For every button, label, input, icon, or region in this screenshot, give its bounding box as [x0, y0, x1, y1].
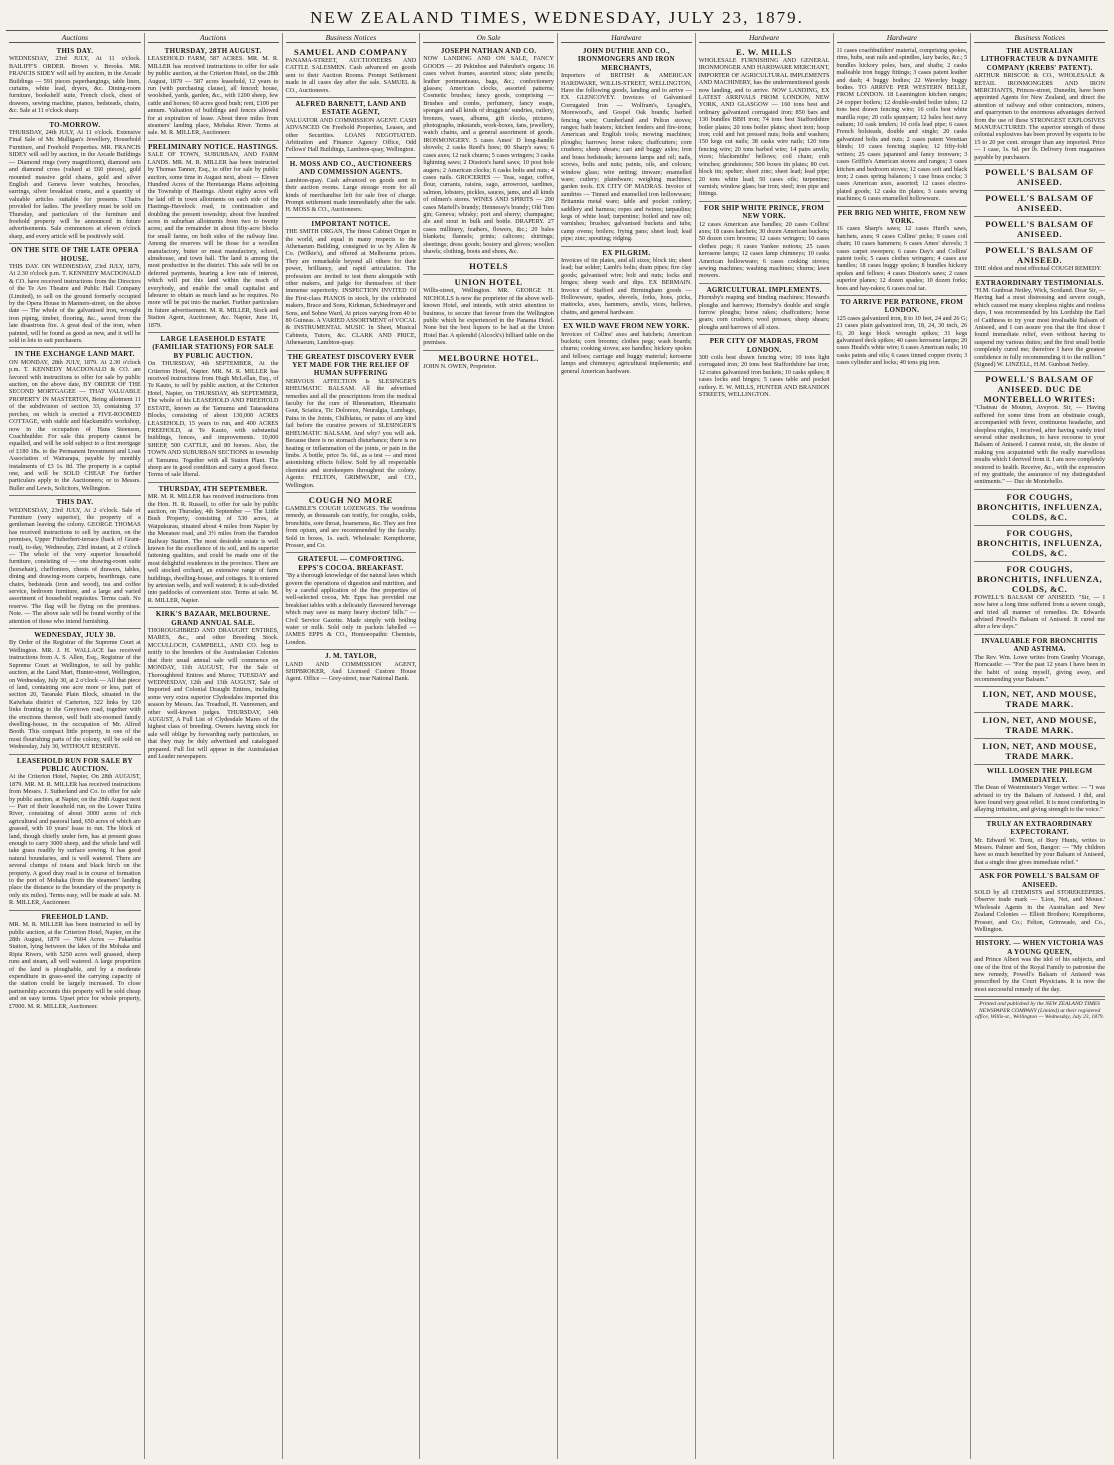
column-6: [695, 33, 833, 1459]
advertisement-title: THURSDAY, 4TH SEPTEMBER.: [158, 484, 268, 493]
advertisement: [423, 259, 554, 275]
advertisement: [974, 45, 1105, 165]
advertisement: [974, 277, 1105, 373]
advertisement: [974, 937, 1105, 997]
advertisement-body: LAND AND COMMISSION AGENT, SHIPBROKER, And Licensed Custom House Agent. Office — Grey-street, near National Bank.: [285, 660, 417, 683]
advertisement-body: THE oldest and most effectual COUGH REMEDY.: [974, 265, 1102, 273]
advertisement: [148, 45, 279, 141]
column-heading: Hardware: [699, 33, 830, 43]
advertisement: [974, 713, 1105, 739]
advertisement-body: SALE OF TOWN, SUBURBAN, AND FARM LANDS. MR. M. R. MILLER has been instructed by Thomas Tanner, Esq., to offer for sale by public auction, some time in August next, about — Eleven Hundred Acres of the Heretaunga Plains adjoining the Township of Hastings. About eighty acres will be laid off in town allotments on each side of the Hastings-Havelock road, in continuation and doubling the present township; about five hundred acres in suburban allotments from two to twenty acres; and the remainder in about fifty-acre blocks for small farms, on both sides of the railway line. Among the reserves will be those for a woollen manufactory, butter or meat manufactory, school, almshouse, and town hall. The land is among the most productive in the district. This sale will be on deferred payments, bearing a low rate of interest, which will put this land within the reach of everybody, and enable the small capitalist and labourer to obtain as much land as he requires. No more will be put into the market. Further particulars in future advertisement. M. R. MILLER, Stock and Station Agent, Auctioneer, &c. Napier, June 16, 1879.: [147, 151, 279, 329]
advertisement-title: JOSEPH NATHAN AND CO.: [440, 47, 537, 55]
advertisement: [561, 247, 692, 321]
advertisement: [974, 490, 1105, 526]
advertisement-title: PRELIMINARY NOTICE. HASTINGS.: [148, 142, 279, 151]
advertisement: [9, 45, 141, 119]
column-heading: Hardware: [837, 33, 968, 43]
advertisement: [561, 320, 692, 378]
advertisement-title: POWELL'S BALSAM OF ANISEED.: [985, 245, 1094, 266]
advertisement: [286, 218, 417, 351]
advertisement-title: TO-MORROW.: [49, 120, 101, 129]
advertisement-body: Invoices of Collins' axes and hatchets; American buckets; corn brooms; clothes pegs; wash boards; churns; cooking stoves; axe handles; hickory spokes and felloes; carriage and buggy material; kerosene lamps and chimneys; agricultural implements; and general American hardware.: [561, 330, 692, 375]
advertisement-body: By Order of the Registrar of the Supreme Court at Wellington. MR. J. H. WALLACE has received instructions from A. S. Allen, Esq., Registrar of the Supreme Court at Wellington, to sell by public auction, at the Land Mart, Hunter-street, Wellington, on Wednesday, July 30, at 2 o'clock — All that piece of land, containing one acre more or less, part of section 20, Taranaki Plain Block, situated in the Kaiwhata district of Carterton, 322 links by 120 links fronting to the Greytown road, together with the erections thereon, well built six-roomed family dwelling-house, in the occupation of Mr. Alfred Booth. This compact little property, in one of the most flourishing parts of the colony, will be sold on Wednesday, July 30, WITHOUT RESERVE.: [9, 639, 141, 751]
advertisement: [561, 45, 692, 247]
advertisement-title: THIS DAY.: [56, 498, 94, 507]
advertisement: [699, 45, 830, 202]
advertisement-title: THE GREATEST DISCOVERY EVER YET MADE FOR THE RELIEF OF HUMAN SUFFERING: [287, 352, 415, 378]
advertisement-body: Invoices of tin plates, and all sizes; block tin; sheet lead; bar solder; Lamb's bolts; drain pipes; fire clay goods; galvanised wire; bolt and nuts; locks and hinges; sheep wash and dips. EX BERMAIN. Invoice of Stafford and Birmingham goods — Hollowware, spades, shovels, forks, hoes, picks, mattocks, axes, hammers, anvils, vices, bellows, chains, and general hardware.: [561, 256, 692, 316]
advertisement-title: POWELL'S BALSAM OF ANISEED.: [985, 219, 1094, 240]
advertisement: [286, 650, 417, 686]
advertisement: [699, 335, 830, 401]
advertisement: [974, 243, 1105, 276]
advertisement-body: Mr. Edward W. Trent, of Bury Hunts, writes to Messrs. Palmer and Son, Bangor: — "My children have so much benefited by your Balsam of Aniseed, that a single dose gives immediate relief.": [974, 836, 1105, 866]
advertisement: [9, 348, 141, 496]
column-heading: Auctions: [148, 33, 279, 43]
advertisement-body: NERVOUS AFFECTION is SLESINGER'S RHEUMATIC BALSAM. All the advertised remedies and all the prescriptions from the medical faculty for the cure of Rheumatism, Rheumatic Gout, Sciatica, Tic Doloreux, Neuralgia, Lumbago, Pains in the Joints, Chilblains, or pains of any kind fail before the curative powers of SLESINGER'S RHEUMATIC BALSAM. And why? you will ask. Because there is no stomach disturbance; there is no heating or inflammation of the joints, or pain in the limbs. A bottle, price 5s. 6d., as a test — and most astonishing effects follow. Sold by all respectable chemists and storekeepers throughout the colony. Agents: FELTON, GRIMWADE, and CO., Wellington.: [285, 377, 417, 489]
advertisement-title: POWELL'S BALSAM OF ANISEED.: [985, 167, 1094, 188]
advertisement-title: HISTORY. — WHEN VICTORIA WAS A YOUNG QUEEN,: [975, 939, 1104, 956]
advertisement-body: and Prince Albert was the idol of his subjects, and one of the first of the Royal Family to patronise the new remedy, Powell's Balsam of Aniseed was prescribed by the Court Physicians. It is now the most successful remedy of the day.: [974, 956, 1105, 993]
advertisement-body: 11 cases coachbuilders' material, comprising spokes, rims, hubs, seat rails and spindles, lazy backs, &c.; 5 bundles hickory poles, bars, and shafts; 2 casks malleable iron buggy fittings; 3 cases patent leather and dash; 4 buggy bodies; 22 Waverley buggy bodies. TO ARRIVE PER WESTERN BELLE, FROM LONDON. 18 Leamington kitchen ranges; 24 copper boilers; 12 double-ended boiler tubes; 12 tons best drawn fencing wire; 16 coils best white manilla rope; 20 coils spunyarn; 12 bales best navy oakum; 10 cask tenders; 10 coils lead pipe; 6 cases French bolsteads, double and single; 20 casks galvanized bolts and nuts; 2 cases patent Venetian blinds; 10 cases fencing staples; 12 fifty-fold writers; 25 cases japanned and fancy ironware; 3 cases Griffin's American stoves and ranges; 3 cases kitchen and bedroom stoves; 12 cases soft and black iron; 2 cases spring balances; 1 case brass cocks; 3 cases American axes, assorted; 12 cases electro-plated goods; 12 casks tin plates; 3 cases sewing machines; 6 cases enamelled hollowware.: [836, 47, 968, 203]
column-5: [557, 33, 695, 1459]
advertisement-body: ON MONDAY, 28th JULY, 1879. At 2.30 o'clock p.m. T. KENNEDY MACDONALD & CO. are favored with instructions to offer for sale by public auction, on the above date, BY ORDER OF THE SECOND MORTGAGEE — THAT VALUABLE PROPERTY IN MASTERTON, Being allotment 11 of the subdivision of section 33, containing 37 perches, on which is erected a FIVE-ROOMED COTTAGE, with stable and blacksmith's workshop, now in the occupation of Hans Steenson, Coachbuilder. For sale this property cannot be equalled, and will be sold subject to a first mortgage of £180 18s. to the Permanent Investment and Loan Association of Wairarapa, payable by monthly instalments of £3 1s. 8d. The property is a capital one, and will be SOLD CHEAP. For further particulars apply to the Auctioneers; or to Messrs. Buller and Lewis, Solicitors, Wellington.: [9, 358, 141, 492]
advertisement-title: FREEHOLD LAND.: [41, 912, 109, 921]
advertisement: [9, 496, 141, 629]
advertisement: [837, 207, 968, 296]
advertisement-body: "H.M. Gunboat Netley, Wick, Scotland. Dear Sir, — Having had a most distressing and severe cough, which caused me many sleepless nights and restless days, I was recommended by his Lordship the Earl of Caithness to try your most invaluable Balsam of Aniseed, and I can assure you that the first dose I found immediate relief, even without having to suspend my various duties; and the first small bottle completely cured me; therefore I have the greatest confidence in fully recommending it to the million." (Signed) W. LINZELL, H.M. Gunboat Netley.: [974, 286, 1105, 368]
advertisement: [286, 45, 417, 98]
advertisement: [974, 687, 1105, 713]
advertisement-title: E. W. MILLS: [735, 47, 793, 57]
advertisement-title: FOR COUGHS, BRONCHITIS, INFLUENZA, COLDS, &C.: [977, 491, 1103, 522]
advertisement-body: 125 cases galvanized iron, 8 to 10 feet, 24 and 26 G; 21 cases plain galvanized iron, 18, 24, 30 inch, 26 G; 20 kegs block wrought spikes; 31 kegs galvanised deck spikes; 40 cases kerosene lamps; 20 cases Heald's white wire; 6 cases American nails; 10 casks paints and oils; 6 cases tinned copper rivets; 3 cases cylinder and locks; 40 tons pig iron.: [836, 314, 968, 367]
advertisement-title: PER CITY OF MADRAS, FROM LONDON.: [709, 337, 819, 354]
advertisement-title: TO ARRIVE PER PATRONE, FROM LONDON.: [840, 298, 964, 315]
advertisement-title: POWELL'S BALSAM OF ANISEED.: [985, 193, 1094, 214]
advertisement: [974, 870, 1105, 937]
advertisement-title: FOR COUGHS, BRONCHITIS, INFLUENZA, COLDS, &C.: [977, 527, 1103, 558]
advertisement-title: POWELL'S BALSAM OF ANISEED. DUC DE MONTEBELLO WRITES:: [983, 374, 1096, 405]
advertisement: [9, 629, 141, 755]
advertisement-body: 300 coils best drawn fencing wire; 10 tons light corrugated iron; 20 tons best Staffordshire bar iron; 12 crates galvanized iron buckets; 10 casks spikes; 8 cases locks and hinges; 5 cases table and pocket cutlery. E. W. MILLS, HUNTER AND BRANDON STREETS, WELLINGTON.: [698, 354, 830, 399]
advertisement-title: LION, NET, AND MOUSE, TRADE MARK.: [982, 741, 1097, 762]
advertisement: [423, 351, 554, 373]
advertisement-body: THIS DAY. ON WEDNESDAY, 23rd JULY, 1879, At 2.30 o'clock p.m. T. KENNEDY MACDONALD & CO. have received instructions from the Directors of the Te Aro Theatre and Public Hall Company (Limited), to sell on the ground formerly occupied by the Opera House in Manners-street, on the above date — The whole of the galvanised iron, wrought iron piping, timber, flooring, &c., saved from the late disastrous fire. A great deal of the iron, when painted, will be found as good as new, and it will be sold in lots to suit purchasers.: [9, 262, 141, 345]
advertisement-body: Importers of BRITISH & AMERICAN HARDWARE, WILLIS-STREET, WELLINGTON, Have the following goods, landing and to arrive — EX GLENCOVEY. Invoices of Galvanised Corrugated Iron — Wolfram's, Lysaght's, Morewood's, and Gospel Oak brands; barbed fencing wire; Cumberland and Pelton stoves; ranges; bath heaters; kitchen fenders and fire-irons; American and English tools; mowing machines; ploughs; harrows; horse rakes; chaffcutters; corn crushers; sheep shears; cart and buggy axles; iron and brass bedsteads; kerosene lamps and oil; nails, screws, bolts and nuts; paints, oils, and colours; window glass; wire netting; tinware; enamelled ware; cutlery; platedware; weighing machines; garden tools. EX CITY OF MADRAS. Invoice of sundries — Tinned and enamelled iron hollowware; Britannia metal ware; table and pocket cutlery; saddlery and harness; ropes and twines; tarpaulins; kegs of white lead; turpentine; boiled and raw oil; varnishes; brushes; galvanised buckets and tubs; camp ovens; boilers; frying pans; sheet lead; lead pipe; zinc; spouting; ridging.: [561, 72, 692, 243]
advertisement-body: THOROUGHBRED AND DRAUGHT ENTIRES, MARES, &c., and other Breeding Stock. MCCULLOCH, CAMPBELL, AND CO. beg to notify to the breeders of the Australasian Colonies that their usual annual sale will commence on MONDAY, 11th AUGUST, For the Sale of Thoroughbred Entires and Mares; TUESDAY and WEDNESDAY, 12th and 13th AUGUST, Sale of Imported and Colonial Draught Entires, including some very extra superior Clydesdales imported this season by Messrs. Jas. Treadrail, H. Vanreenen, and other well-known judges. THURSDAY, 14th AUGUST, A Full List of Clydesdale Mares of the highest class of breeding. Owners having stock for sale will oblige by forwarding early particulars, so that they may be duly advertised and catalogued prepared. Full list will appear in the Australasian and Leader newspapers.: [147, 627, 279, 760]
advertisement: [286, 553, 417, 650]
masthead-rule: [6, 30, 1108, 31]
advertisement-body: WHOLESALE FURNISHING AND GENERAL IRONMONGER AND HARDWARE MERCHANT, IMPORTER OF AGRICULTURAL IMPLEMENTS AND MACHINERY, has the undermentioned goods now landing, and to arrive. NOW LANDING, EX LATEST ARRIVALS FROM LONDON, NEW YORK, AND GLASGOW — 160 tons best and ordinary galvanized corrugated iron; 850 bars and 130 bundles BBH iron; 74 tons best Staffordshire boiler plates; 20 tons boiler plates; sheet iron; hoop iron; cold and hot pressed nuts; bolts and washers; 150 kegs cut nails; 38 casks wire nails; 120 tons fencing wire; 20 tons barbed wire; 14 pairs anvils; vices; blacksmiths' bellows; coil chain; crab winches; grindstones; 500 boxes tin plates; 80 cwt. block tin; spelter; sheet zinc; sheet lead; lead pipe; 20 tons white lead; 50 cases oils; turpentine; varnish; window glass; bar iron; steel; iron pipe and fittings.: [698, 57, 830, 198]
advertisement: [9, 119, 141, 245]
advertisement-title: IMPORTANT NOTICE.: [311, 219, 391, 228]
advertisement: [286, 493, 417, 553]
advertisement-title: TRULY AN EXTRAORDINARY EXPECTORANT.: [986, 819, 1093, 837]
advertisement: [9, 755, 141, 911]
advertisement: [974, 372, 1105, 489]
advertisement-title: ALFRED BARNETT, LAND AND ESTATE AGENT,: [295, 100, 407, 117]
advertisement: [286, 351, 417, 493]
advertisement-body: MR. M. R. MILLER has been instructed to sell by public auction, at the Criterion Hotel, Napier, on the 28th August, 1879 — 7604 Acres — Pakaehia Station, lying between the lakes of the Mohaka and Ripia Rivers, with 5250 acres well grassed, sheep runs and steam, all well watered. A large proportion of the land is ploughable, and by a moderate expenditure in grass-seed the carrying capacity of the station could be largely increased. To close partnership accounts this property will be sold cheap and on easy terms. Upset price for whole property, £7000. M. R. MILLER, Auctioneer.: [9, 921, 141, 1010]
advertisement-title: KIRK'S BAZAAR, MELBOURNE. GRAND ANNUAL SALE.: [155, 610, 271, 627]
advertisement-body: The Rev. Wm. Lowe writes from Granby Vicarage, Horncastle: — "For the past 12 years I have been in the habit of using myself, giving away, and recommending your Balsam.": [974, 653, 1105, 683]
advertisement-title: EX PILGRIM.: [602, 248, 651, 257]
advertisement-body: GAMBLE'S COUGH LOZENGES. The wondrous remedy, as thousands can testify, for coughs, colds, bronchitis, sore throat, hoarseness, &c. They are free from opium, and are recommended by the faculty. Sold in boxes, 1s. each. Wholesale: Kempthorne, Prosser, and Co.: [285, 504, 417, 549]
advertisement-body: THE SMITH ORGAN, The finest Cabinet Organ in the world, and equal in many respects to the Athenaeum Building, consigned to us by Allen & Co. (Wilkie's), and offered at Melbourne prices. They are remarkable beyond all others for their power, brilliancy, and rapid articulation. The profession are invited to test them alongside with other makers, and judge for themselves of their immense superiority. INSPECTION INVITED Of the First-class PIANOS in stock, by the celebrated makers, Brace and Sons, Kirkman, Schiedmayer and Sons, and Sohne Ward, At prices varying from 40 to 80 Guineas. A VARIED ASSORTMENT of VOCAL & INSTRUMENTAL MUSIC In Sheet, Musical Cabinets, Tutors, &c. CLARK AND PRICE, Athenaeum, Lambton-quay.: [285, 228, 417, 347]
advertisement-title: THURSDAY, 28TH AUGUST.: [164, 47, 262, 55]
column-2: [144, 33, 282, 1459]
advertisement-body: ARTHUR BRISCOE & CO., WHOLESALE & RETAIL IRONMONGERS AND IRON MERCHANTS, Princes-street, Dunedin, have been appointed Agents for New Zealand, and direct the attention of railway and other contractors, miners, and quarrymen to the enormous advantages derived from the use of these STRONGEST EXPLOSIVES MANUFACTURED. The superior strength of these colonial explosives has been proved by experts to be 15 to 20 per cent. stronger than any imported. Price — 1 case, 1s. 6d. per lb. Delivery from magazines payable by purchasers.: [974, 72, 1105, 161]
advertisement-body: Hornsby's reaping and binding machines; Howard's ploughs and harrows; Hornsby's double and single furrow ploughs; horse rakes; chaffcutters; horse gears; corn crushers; wool presses; sheep shears; ploughs and harrows of all sizes.: [698, 294, 830, 331]
advertisement: [286, 98, 417, 158]
masthead: [0, 8, 1114, 28]
advertisement: [286, 158, 417, 218]
advertisement: [974, 765, 1105, 817]
columns: [6, 33, 1108, 1459]
advertisement-title: EX WILD WAVE FROM NEW YORK.: [563, 322, 690, 331]
column-3: [282, 33, 420, 1459]
advertisement-body: LEASEHOLD FARM, 587 ACRES. MR. M. R. MILLER has received instructions to offer for sale by public auction, at the Criterion Hotel, on the 28th August, 1879 — 587 acres leasehold, 12 years to run (with purchasing clause), all fenced; house, woolshed, yards, garden, &c., with 1200 sheep, few cattle and horses; 60 acres good bush; rent, £100 per annum. Valuation of buildings and fences allowed for at expiration of lease. About three miles from steamers' landing place, Mohaka River. Terms at sale. M. R. MILLER, Auctioneer.: [147, 55, 279, 137]
advertisement-body: THURSDAY, 24th JULY, At 11 o'clock. Extensive Final Sale of Mr. Mulligan's Jewellery, Household Furniture, and Freehold Properties. MR. FRANCIS SIDEY will sell by auction, in the Arcade Buildings — Diamond rings (very magnificent), diamond sets and diamond cross (valued at £60 pieces), gold mounted massive gold chains, gold and silver English and Geneva lever watches, brooches, earrings, silver breakfast cruets, and a quantity of valuable articles suitable for presents. Chairs provided for ladies. The jewellery must be sold on Thursday, and particulars of the furniture and freehold property will be announced in future advertisements. Sale commences at eleven o'clock sharp, and every article will be positively sold.: [9, 129, 141, 240]
advertisement: [148, 483, 279, 609]
advertisement-title: WILL LOOSEN THE PHLEGM IMMEDIATELY.: [986, 767, 1093, 784]
advertisement-body: 16 cases Sharp's saws; 12 cases Hurd's saws, hatchets, axes; 9 cases Collins' picks; 9 cases coil chain; 10 cases hammers; 6 cases Ames' shovels; 3 cases carpet sweepers; 6 cases Day's and Collins' patent tools; 5 cases clothes wringers; 4 cases axe handles; 18 cases buggy spokes; 8 bundles hickory spokes and felloes; 4 cases Disston's saws; 2 cases superior planes; 12 dozen spades; 10 dozen forks; hoes and hay-rakes; 6 cases coal tar.: [836, 225, 968, 292]
advertisement: [699, 202, 830, 284]
advertisement-body: JOHN N. OWEN, Proprietor.: [423, 362, 497, 370]
advertisement-title: MELBOURNE HOTEL.: [438, 352, 540, 363]
advertisement-body: WEDNESDAY, 23rd JULY, At 2 o'clock. Sale of Furniture (very superior), the property of a gentleman leaving the colony. GEORGE THOMAS has received instructions to sell by auction, on the premises, Upper Fitzherbert-terrace (back of Grant-road), to-day, Wednesday, 23rd instant, at 2 o'clock — The whole of the very superior household furniture, consisting of — one drawing-room suite (horsehair), cheffoniers, chests of drawers, tables, dining and drawing-room carpets, hearthrugs, cane chairs, bedsteads (iron and wood), tea and coffee service, bedroom furniture, and a large and varied assortment of household requisites. Terms cash. No reserve. The flag will be flying on the premises. Note. — The above sale will be found worthy of the attention of those who intend furnishing.: [9, 506, 141, 625]
advertisement-body: "By a thorough knowledge of the natural laws which govern the operations of digestion and nutrition, and by a careful application of the fine properties of well-selected cocoa, Mr. Epps has provided our breakfast tables with a delicately flavoured beverage which may save us many heavy doctors' bills." — Civil Service Gazette. Made simply with boiling water or milk. Sold only in packets labelled — JAMES EPPS & CO., Homoeopathic Chemists, London.: [285, 572, 417, 646]
advertisement-title: J. M. TAYLOR,: [325, 652, 377, 661]
advertisement-title: LION, NET, AND MOUSE, TRADE MARK.: [982, 715, 1097, 736]
masthead-title: NEW ZEALAND TIMES, WEDNESDAY, JULY 23, 1879.: [310, 8, 804, 27]
advertisement: [423, 275, 554, 350]
imprint-footer: Printed and published by the NEW ZEALAND TIMES NEWSPAPER COMPANY (Limited) at their registered office, Willis-st., Wellington — Wednesday, July 23, 1879.: [975, 1001, 1104, 1021]
advertisement: [699, 284, 830, 335]
advertisement-title: UNION HOTEL: [454, 277, 523, 288]
advertisement-title: PER BRIG NED WHITE, FROM NEW YORK.: [837, 208, 966, 225]
advertisement-title: INVALUABLE FOR BRONCHITIS AND ASTHMA.: [981, 636, 1098, 654]
advertisement-title: SAMUEL AND COMPANY: [293, 47, 408, 57]
column-heading: Business Notices: [286, 33, 417, 43]
advertisement-title: H. MOSS AND CO., AUCTIONEERS AND COMMISSION AGENTS.: [289, 159, 412, 177]
advertisement-title: IN THE EXCHANGE LAND MART.: [14, 350, 135, 359]
advertisement-title: JOHN DUTHIE AND CO., IRONMONGERS AND IRON MERCHANTS,: [577, 47, 675, 72]
advertisement-title: THIS DAY.: [56, 47, 94, 55]
advertisement: [9, 911, 141, 1013]
advertisement-title: WEDNESDAY, JULY 30.: [34, 631, 116, 640]
column-7: [833, 33, 971, 1459]
advertisement-title: FOR COUGHS, BRONCHITIS, INFLUENZA, COLDS, &C.: [977, 563, 1103, 594]
column-heading: Business Notices: [974, 33, 1105, 43]
advertisement-title: LEASEHOLD RUN FOR SALE BY PUBLIC AUCTION.: [16, 756, 133, 773]
advertisement: [148, 608, 279, 763]
column-heading: Auctions: [9, 33, 141, 43]
advertisement-title: THE AUSTRALIAN LITHOFRACTEUR & DYNAMITE COMPANY (KREBS' PATENT).: [980, 47, 1099, 72]
advertisement-body: POWELL'S BALSAM OF ANISEED. "Sir, — I now have a long time suffered from a severe cough, and tried all manner of remedies. Dr. Edwards advised Powell's Balsam of Aniseed. It cured me after a few days.": [974, 593, 1105, 631]
advertisement: [974, 818, 1105, 870]
column-4: [419, 33, 557, 1459]
advertisement: [974, 165, 1105, 191]
column-1: [6, 33, 144, 1459]
column-heading: On Sale: [423, 33, 554, 43]
advertisement-body: MR. M. R. MILLER has received instructions from the Hon. H. R. Russell, to offer for sale by public auction, on Thursday, 4th September — The Little Bush Property, consisting of 530 acres, at Waipukurau, situated about 4 miles from Napier by the Meeanee road, and 3½ miles from the Farndon Railway Station. The most desirable estate is well known for the excellence of its soil, and its superior fattening qualities, and could be made one of the most delightful residences in the province. There are well stocked orchard, an extensive range of farm buildings, dwelling-house, and cottages. It is entered by artesian wells, and well watered; it is sub-divided into paddocks of convenient size. Terms at sale. M. R. MILLER, Napier.: [147, 493, 279, 604]
advertisement: [9, 244, 141, 348]
advertisement: [974, 739, 1105, 765]
advertisement: [837, 45, 968, 207]
advertisement-body: VALUATOR AND COMMISSION AGENT. CASH ADVANCED On Freehold Properties, Leases, and other Securities. LOANS NEGOTIATED. Arbitration and Finance Agency Office, Odd Fellows' Hall Buildings, Lambton-quay, Wellington.: [285, 116, 417, 154]
advertisement: [148, 333, 279, 483]
advertisement: [423, 45, 554, 259]
advertisement-body: PANAMA-STREET, AUCTIONEERS AND CATTLE SALESMEN. Cash advanced on goods sent to their Auction Rooms. Prompt Settlement made in all cases day after the sale. SAMUEL & CO., Auctioneers.: [285, 57, 417, 94]
advertisement-body: Lambton-quay. Cash advanced on goods sent to their auction rooms. Large storage room for all kinds of merchandise left for sale free of charge. Prompt settlement made immediately after the sale. H. MOSS & CO., Auctioneers.: [285, 176, 417, 214]
advertisement-body: The Dean of Westminster's Verger writes: — "I was advised to try the Balsam of Aniseed. I did, and have found very great relief. It is most comforting in allaying irritation, and giving strength to the voice.": [974, 784, 1105, 814]
advertisement-body: Willis-street, Wellington. MR. GEORGE H. NICHOLLS is now the proprietor of the above well-known Hotel, and intends, with strict attention to business, to secure that favour from the Wellington public which he experienced in the Panama Hotel. None but the best liquors to be had at the Union Hotel Bar. A splendid (Alcock's) billiard table on the premises.: [423, 287, 554, 347]
advertisement-title: ASK FOR POWELL'S BALSAM OF ANISEED.: [979, 872, 1100, 889]
advertisement-body: NOW LANDING AND ON SALE, FANCY GOODS — 20 Pekinhoe and Pahrubet's organs; 16 cases velvet frames, assorted sizes; slate pencils; leather portmanteaus, bags, &c.; confectionery glasses; American clocks, assorted patterns; Cosmetic brushes; fancy goods, comprising — Brushes and combs, perfumery, fancy soaps, sponges and all kinds of druggists' sundries, cutlery, bronzes, vases, albums, gift clocks, pictures, photographs, inkstands, work-boxes, fans, jewellery, watch chains, and a general assortment of goods. IRONMONGERY. 5 cases Ames' D long-handle shovels; 2 casks Reed's hoes; 80 Sharp's saws; 6 cases axes; 12 rack churns; 5 cases wringers; 3 casks lightning saws; 2 Disston's hand saws; 10 post hole augers; 2 American clocks; 6 casks bolts and nuts; 4 cases nails. GROCERIES — Teas, sugar, coffee, flour, currants, raisins, sago, arrowroot, sardines, salmon, lobsters, pickles, sauces, jams, and all kinds of oilmen's stores. WINES AND SPIRITS — 200 cases Martell's brandy; Hennessy's brandy; Old Tom gin; Geneva; whisky; port and sherry; champagne; ale and stout in bulk and bottle. DRAPERY. 27 cases millinery, feathers, flowers, &c.; 20 bales blankets; flannels; prints; calicoes; shirtings; sheetings; dress goods; hosiery and gloves; woollen shawls; clothing, boots and shoes, &c.: [423, 55, 555, 255]
advertisement: [974, 562, 1105, 635]
advertisement: [974, 635, 1105, 687]
advertisement-body: 12 cases American axe handles; 20 cases Collins' axes; 18 cases hatchets; 30 dozen American buckets; 50 dozen corn brooms; 12 cases wringers; 10 cases clothes pegs; 6 cases Yankee notions; 25 cases kerosene lamps; 12 cases lamp chimneys; 10 casks American hollowware; 6 cases cooking stoves; sewing machines; washing machines; churns; lawn mowers.: [698, 220, 830, 280]
advertisement-body: SOLD by all CHEMISTS and STOREKEEPERS. Observe trade mark — 'Lion, Net, and Mouse.' Wholesale Agents in the Australian and New Zealand Colonies — Elliott Brothers; Kempthorne, Prosser, and Co.; Felton, Grimwade, and Co., Wellington.: [974, 889, 1105, 934]
advertisement-title: LARGE LEASEHOLD ESTATE (FAMILIAR STATIONS) FOR SALE BY PUBLIC AUCTION.: [152, 335, 274, 360]
advertisement: [974, 191, 1105, 217]
advertisement-body: At the Criterion Hotel, Napier, On 28th AUGUST, 1879. MR. M. R. MILLER has received instructions from Messrs. J. Sutherland and Co. to offer for sale by public auction, at Napier, on the 28th August next — Part of their leasehold run, on the Lower Tutira River, consisting of about 3000 acres of rich agricultural and pastoral land, 650 acres of which are grassed, with 10 years' lease to run. The block of land, though chiefly under fern, has at present grass enough to carry 3000 sheep, and the whole land will take grass readily by surface sowing. It has good natural boundaries, and is well watered. There are several clumps of totara and black birch on the property. A good dray road is in course of formation to the port of Mohaka (from the steamers' landing place the distance to the boundary of the property is only six miles). Terms easy, will be made at sale. M. R. MILLER, Auctioneer.: [9, 773, 141, 907]
advertisement-title: FOR SHIP WHITE PRINCE, FROM NEW YORK.: [704, 203, 825, 221]
advertisement-title: AGRICULTURAL IMPLEMENTS.: [706, 285, 822, 294]
advertisement: [148, 141, 279, 333]
advertisement-title: GRATEFUL — COMFORTING. EPPS'S COCOA. BREAKFAST.: [297, 555, 405, 572]
advertisement-title: COUGH NO MORE: [308, 494, 393, 505]
advertisement-body: On THURSDAY, 4th SEPTEMBER, At the Criterion Hotel, Napier. MR. M. R. MILLER has received instructions from Hugh McLellan, Esq., of Te Kauto, to sell by public auction, at the Criterion Hotel, Napier, on THURSDAY, 4th SEPTEMBER, The whole of his LEASEHOLD AND FREEHOLD ESTATE, known as the Tamumu and Tataraakina Blocks, consisting of about 130,000 ACRES LEASEHOLD, 15 years to run, and 400 ACRES FREEHOLD, at Te Kauto, with substantial buildings, fences, and improvements. 10,000 SHEEP, 500 CATTLE, and 80 horses. Also, the TOWN AND SUBURBAN SECTIONS in township of Tamumu. Together with all Station Plant. The sheep are in good condition and carry a good fleece. Terms of sale liberal.: [147, 360, 279, 479]
column-heading: Hardware: [561, 33, 692, 43]
advertisement: [974, 526, 1105, 562]
advertisement-title: EXTRAORDINARY TESTIMONIALS.: [975, 278, 1104, 287]
advertisement-title: LION, NET, AND MOUSE, TRADE MARK.: [982, 689, 1097, 710]
column-8: [970, 33, 1108, 1459]
advertisement-body: "Chateau de Mouton, Avsyron. Sir, — Having suffered for some time from an obstinate cough, accompanied with fever, continuous headache, and sleepless nights, I received, after having vainly tried several other medicines, to have recourse to your Balsam of Aniseed. I cannot resist, sir, the desire of making you acquainted with the really marvellous results which I derived from it. I am now completely restored to health. Receive, &c., with the expression of my gratitude, the assurance of my distinguished sentiments." — Duc de Montebello.: [974, 404, 1105, 486]
advertisement: [837, 296, 968, 370]
advertisement-title: HOTELS: [469, 261, 509, 272]
advertisement-body: WEDNESDAY, 23rd JULY, At 11 o'clock. BAILIFF'S ORDER. Brown v. Brooks. MR. FRANCIS SIDEY will sell by auction, in the Arcade Buildings — 591 pieces paperhangings, table linen, curtains, white lead, dryers, &c. Dining-room furniture, bookshelf suite, French clock, chest of drawers, sewing machine, pianos, bedsteads, chairs, &c. Sale at 11 o'clock sharp.: [9, 55, 141, 115]
advertisement-title: ON THE SITE OF THE LATE OPERA HOUSE.: [11, 246, 139, 263]
advertisement: [974, 217, 1105, 243]
